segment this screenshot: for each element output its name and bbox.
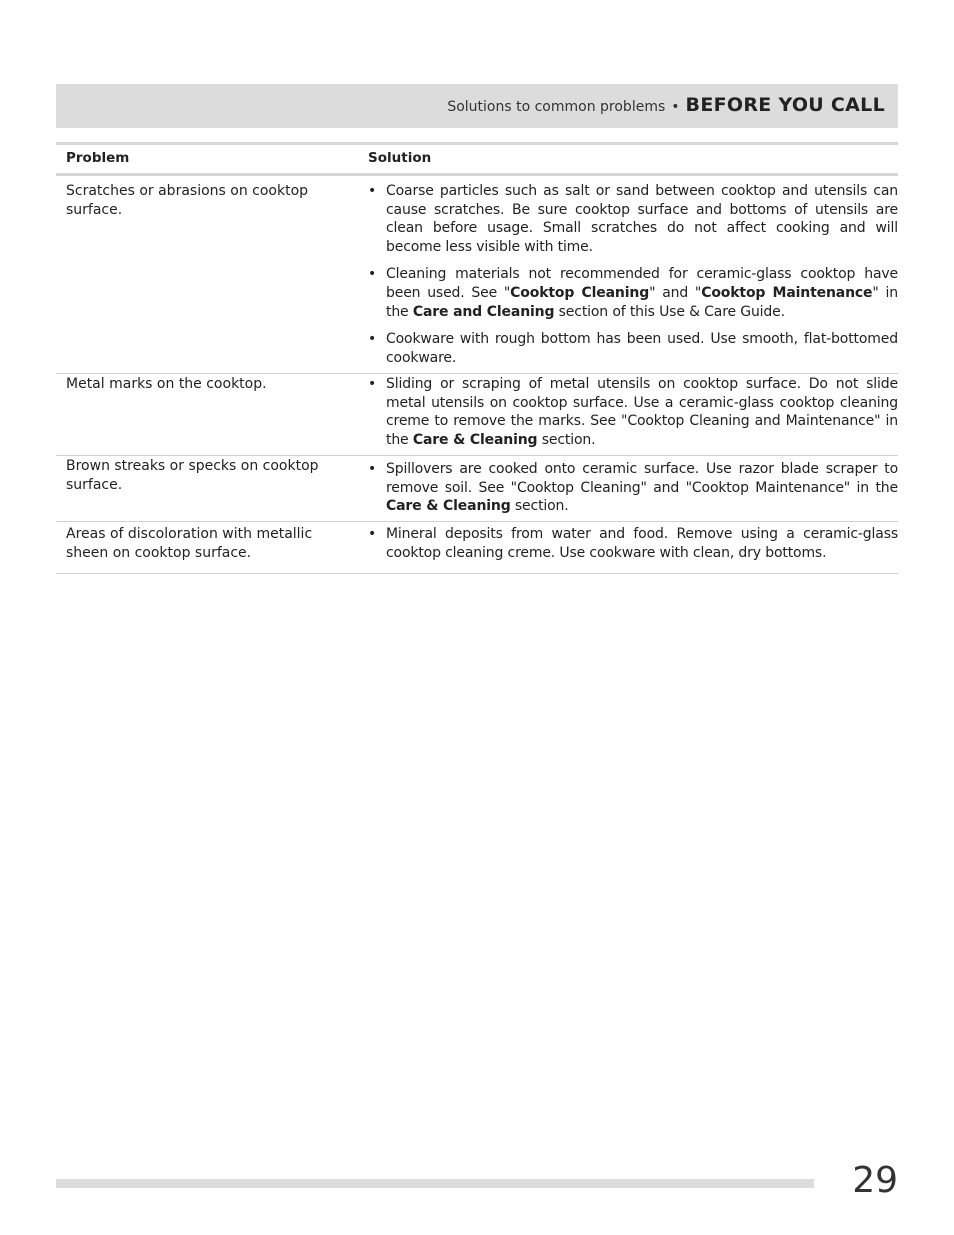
solution-emphasis: Cooktop Cleaning — [510, 284, 650, 301]
solution-text: section of this Use & Care Guide. — [554, 303, 785, 320]
solution-text: " in the — [386, 284, 898, 320]
solution-emphasis: Cooktop Maintenance — [701, 284, 873, 301]
table-header — [56, 142, 898, 176]
table-row — [56, 455, 898, 522]
table-row — [56, 373, 898, 456]
solution-text: Cleaning materials not recommended for ceramic-glass cooktop have been used. See " — [386, 266, 898, 301]
solution-text: Mineral deposits from water and food. Remove using a ceramic-glass cooktop cleaning creme. Use cookware with clean, dry bottoms. — [386, 526, 898, 561]
bullet-point: • — [368, 461, 377, 477]
problem-cell: Scratches or abrasions on cooktop surface. — [66, 183, 309, 218]
column-header-problem: Problem — [66, 150, 130, 166]
solution-text: section. — [537, 431, 596, 448]
solution-item — [368, 265, 898, 321]
solution-item — [368, 182, 898, 256]
solution-text: section. — [510, 498, 569, 515]
solution-item — [368, 375, 898, 449]
problem-cell: Brown streaks or specks on cooktop surface. — [66, 458, 319, 493]
table-row — [56, 521, 898, 574]
footer-bar — [56, 1179, 814, 1188]
bullet-point: • — [368, 376, 377, 392]
section-title: BEFORE YOU CALL — [685, 94, 885, 116]
solution-emphasis: Care & Cleaning — [412, 431, 538, 448]
solution-text: Coarse particles such as salt or sand between cooktop and utensils can cause scratches. Be sure cooktop surface and bottoms of utensils are clean before usage. Small scratches do not affect cooking and will become less visible with time. — [386, 183, 898, 255]
solution-text: Cookware with rough bottom has been used. Use smooth, flat-bottomed cookware. — [386, 331, 898, 366]
solution-cell — [368, 182, 898, 376]
solution-text: Sliding or scraping of metal utensils on cooktop surface. Do not slide metal utensils on cooktop surface. Use a ceramic-glass cooktop cleaning creme to remove the marks. See "Cooktop Cleaning and Maintenance" in the — [386, 376, 898, 448]
header-text — [447, 94, 885, 116]
bullet-point: • — [368, 266, 377, 283]
bullet-point: • — [368, 331, 377, 348]
problem-cell: Metal marks on the cooktop. — [66, 376, 267, 392]
table-row — [56, 179, 898, 374]
solution-cell — [368, 375, 898, 458]
solution-item — [368, 525, 898, 562]
section-subtitle: Solutions to common problems — [447, 99, 666, 115]
solution-cell — [368, 460, 898, 525]
troubleshooting-table — [56, 142, 898, 561]
solution-emphasis: Care & Cleaning — [386, 498, 511, 515]
solution-text: Spillovers are cooked onto ceramic surface. Use razor blade scraper to remove soil. See "Cooktop Cleaning" and "Cooktop Maintenance" in the — [386, 461, 898, 496]
solution-cell — [368, 525, 898, 571]
solution-text: " and " — [649, 284, 702, 301]
page-header — [56, 84, 898, 128]
solution-emphasis: Care and Cleaning — [412, 303, 555, 320]
solution-item — [368, 460, 898, 516]
solution-item — [368, 330, 898, 367]
column-header-solution: Solution — [368, 150, 432, 166]
page-number: 29 — [852, 1160, 898, 1201]
bullet-point: • — [368, 526, 377, 542]
bullet-point: • — [368, 183, 377, 199]
problem-cell: Areas of discoloration with metallic sheen on cooktop surface. — [66, 526, 313, 561]
header-bullet: • — [671, 99, 680, 115]
